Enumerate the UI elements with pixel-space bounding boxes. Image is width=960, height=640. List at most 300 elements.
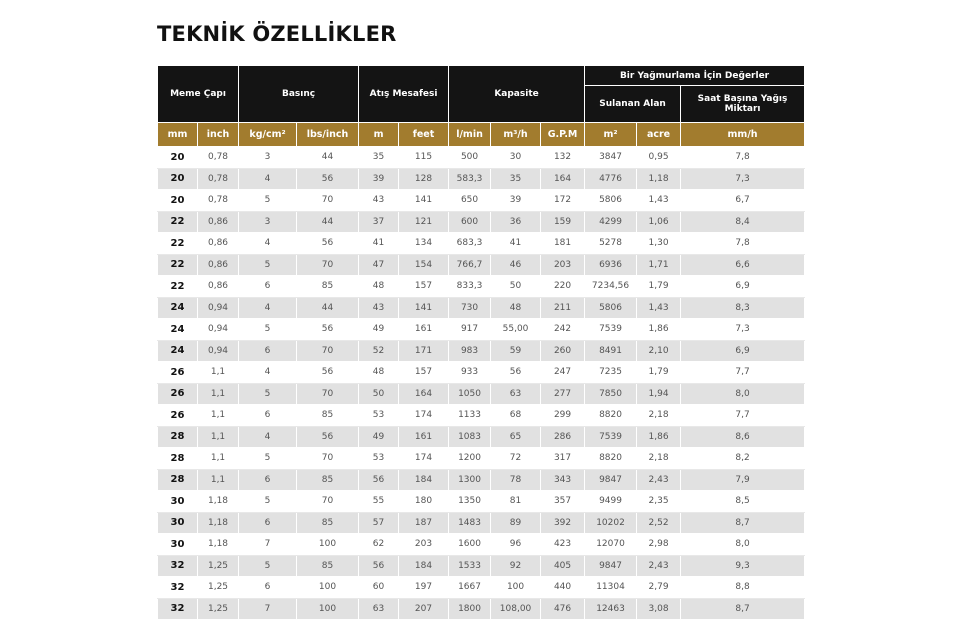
table-cell: 48 xyxy=(359,362,399,384)
table-cell: 184 xyxy=(399,469,449,491)
col-header-sulanan-alan: Sulanan Alan xyxy=(585,86,681,123)
table-cell: 917 xyxy=(449,319,491,341)
table-cell: 134 xyxy=(399,233,449,255)
table-cell: 171 xyxy=(399,340,449,362)
table-cell: 6936 xyxy=(585,254,637,276)
table-cell: 476 xyxy=(541,598,585,620)
table-cell: 8,4 xyxy=(681,211,805,233)
col-header-basinc: Basınç xyxy=(239,66,359,123)
table-cell: 2,43 xyxy=(637,555,681,577)
table-cell: 81 xyxy=(491,491,541,513)
table-row xyxy=(158,254,805,276)
table-cell: 1133 xyxy=(449,405,491,427)
table-cell: 56 xyxy=(297,319,359,341)
table-cell: 128 xyxy=(399,168,449,190)
table-cell: 833,3 xyxy=(449,276,491,298)
table-cell: 4 xyxy=(239,233,297,255)
table-cell: 20 xyxy=(158,147,198,169)
table-cell: 3 xyxy=(239,147,297,169)
table-cell: 7539 xyxy=(585,319,637,341)
table-cell: 100 xyxy=(297,577,359,599)
table-cell: 203 xyxy=(399,534,449,556)
table-cell: 65 xyxy=(491,426,541,448)
table-cell: 20 xyxy=(158,190,198,212)
table-row xyxy=(158,297,805,319)
table-cell: 32 xyxy=(158,598,198,620)
table-cell: 1,86 xyxy=(637,319,681,341)
table-cell: 35 xyxy=(491,168,541,190)
unit-header-cell: m² xyxy=(585,123,637,147)
table-cell: 22 xyxy=(158,233,198,255)
table-cell: 1,30 xyxy=(637,233,681,255)
table-cell: 37 xyxy=(359,211,399,233)
table-cell: 2,98 xyxy=(637,534,681,556)
table-cell: 730 xyxy=(449,297,491,319)
table-cell: 4 xyxy=(239,168,297,190)
table-cell: 1,79 xyxy=(637,362,681,384)
table-cell: 1,94 xyxy=(637,383,681,405)
spec-table xyxy=(157,65,805,620)
table-cell: 4776 xyxy=(585,168,637,190)
table-cell: 8,8 xyxy=(681,577,805,599)
unit-header-cell: G.P.M xyxy=(541,123,585,147)
table-cell: 1,18 xyxy=(198,534,239,556)
table-cell: 22 xyxy=(158,211,198,233)
table-cell: 12070 xyxy=(585,534,637,556)
table-cell: 5806 xyxy=(585,190,637,212)
table-cell: 56 xyxy=(297,233,359,255)
table-cell: 26 xyxy=(158,362,198,384)
table-cell: 41 xyxy=(491,233,541,255)
table-cell: 85 xyxy=(297,405,359,427)
table-cell: 6 xyxy=(239,512,297,534)
table-cell: 56 xyxy=(297,426,359,448)
table-cell: 1,1 xyxy=(198,383,239,405)
table-cell: 0,94 xyxy=(198,297,239,319)
table-cell: 53 xyxy=(359,405,399,427)
table-row xyxy=(158,190,805,212)
table-row xyxy=(158,426,805,448)
table-cell: 0,86 xyxy=(198,254,239,276)
table-cell: 8,6 xyxy=(681,426,805,448)
unit-row xyxy=(158,123,805,147)
table-cell: 2,79 xyxy=(637,577,681,599)
table-cell: 57 xyxy=(359,512,399,534)
table-row xyxy=(158,147,805,169)
table-cell: 1350 xyxy=(449,491,491,513)
table-cell: 220 xyxy=(541,276,585,298)
table-row xyxy=(158,319,805,341)
table-cell: 32 xyxy=(158,577,198,599)
table-cell: 1800 xyxy=(449,598,491,620)
table-body xyxy=(158,147,805,620)
table-cell: 0,94 xyxy=(198,319,239,341)
table-cell: 70 xyxy=(297,491,359,513)
table-cell: 1,43 xyxy=(637,190,681,212)
unit-header-cell: l/min xyxy=(449,123,491,147)
table-cell: 7850 xyxy=(585,383,637,405)
table-cell: 1,06 xyxy=(637,211,681,233)
table-cell: 2,43 xyxy=(637,469,681,491)
unit-header-cell: m³/h xyxy=(491,123,541,147)
table-cell: 6,7 xyxy=(681,190,805,212)
table-cell: 1,79 xyxy=(637,276,681,298)
table-cell: 56 xyxy=(359,555,399,577)
table-cell: 70 xyxy=(297,340,359,362)
table-cell: 7 xyxy=(239,534,297,556)
col-header-atis-mesafesi: Atış Mesafesi xyxy=(359,66,449,123)
table-cell: 89 xyxy=(491,512,541,534)
table-cell: 1,1 xyxy=(198,448,239,470)
table-cell: 1,71 xyxy=(637,254,681,276)
col-header-kapasite: Kapasite xyxy=(449,66,585,123)
table-cell: 7,7 xyxy=(681,362,805,384)
table-cell: 260 xyxy=(541,340,585,362)
table-cell: 6 xyxy=(239,469,297,491)
table-cell: 85 xyxy=(297,276,359,298)
table-cell: 2,10 xyxy=(637,340,681,362)
header-row-1 xyxy=(158,66,805,86)
table-cell: 6,6 xyxy=(681,254,805,276)
table-cell: 184 xyxy=(399,555,449,577)
table-cell: 8,7 xyxy=(681,512,805,534)
table-cell: 0,95 xyxy=(637,147,681,169)
table-cell: 5 xyxy=(239,448,297,470)
table-row xyxy=(158,555,805,577)
table-cell: 55,00 xyxy=(491,319,541,341)
table-cell: 78 xyxy=(491,469,541,491)
table-cell: 1,86 xyxy=(637,426,681,448)
table-cell: 5 xyxy=(239,555,297,577)
table-cell: 161 xyxy=(399,319,449,341)
unit-header-cell: feet xyxy=(399,123,449,147)
table-cell: 28 xyxy=(158,426,198,448)
table-cell: 85 xyxy=(297,512,359,534)
table-cell: 4 xyxy=(239,426,297,448)
table-cell: 4299 xyxy=(585,211,637,233)
table-cell: 1,18 xyxy=(198,512,239,534)
table-cell: 7,3 xyxy=(681,319,805,341)
table-cell: 43 xyxy=(359,297,399,319)
table-cell: 7539 xyxy=(585,426,637,448)
table-cell: 1200 xyxy=(449,448,491,470)
table-cell: 7235 xyxy=(585,362,637,384)
table-cell: 0,86 xyxy=(198,211,239,233)
table-cell: 96 xyxy=(491,534,541,556)
table-cell: 357 xyxy=(541,491,585,513)
table-row xyxy=(158,233,805,255)
table-cell: 11304 xyxy=(585,577,637,599)
table-cell: 141 xyxy=(399,190,449,212)
table-cell: 24 xyxy=(158,319,198,341)
table-cell: 0,78 xyxy=(198,147,239,169)
table-cell: 766,7 xyxy=(449,254,491,276)
table-cell: 440 xyxy=(541,577,585,599)
table-cell: 181 xyxy=(541,233,585,255)
table-cell: 70 xyxy=(297,383,359,405)
table-cell: 1050 xyxy=(449,383,491,405)
table-cell: 60 xyxy=(359,577,399,599)
table-cell: 423 xyxy=(541,534,585,556)
col-header-meme-capi: Meme Çapı xyxy=(158,66,239,123)
table-cell: 1,1 xyxy=(198,362,239,384)
table-cell: 5278 xyxy=(585,233,637,255)
table-cell: 56 xyxy=(297,362,359,384)
table-cell: 70 xyxy=(297,448,359,470)
table-cell: 180 xyxy=(399,491,449,513)
table-cell: 7,8 xyxy=(681,233,805,255)
table-row xyxy=(158,534,805,556)
table-cell: 1,18 xyxy=(637,168,681,190)
table-cell: 30 xyxy=(158,512,198,534)
table-cell: 2,35 xyxy=(637,491,681,513)
table-cell: 30 xyxy=(158,534,198,556)
table-row xyxy=(158,383,805,405)
table-cell: 933 xyxy=(449,362,491,384)
table-cell: 92 xyxy=(491,555,541,577)
table-cell: 6 xyxy=(239,340,297,362)
table-cell: 4 xyxy=(239,297,297,319)
unit-header-cell: kg/cm² xyxy=(239,123,297,147)
table-cell: 983 xyxy=(449,340,491,362)
table-cell: 59 xyxy=(491,340,541,362)
table-cell: 8820 xyxy=(585,405,637,427)
table-cell: 299 xyxy=(541,405,585,427)
table-cell: 63 xyxy=(359,598,399,620)
table-cell: 286 xyxy=(541,426,585,448)
table-cell: 6,9 xyxy=(681,276,805,298)
table-cell: 203 xyxy=(541,254,585,276)
table-cell: 1,25 xyxy=(198,598,239,620)
table-cell: 44 xyxy=(297,147,359,169)
table-cell: 36 xyxy=(491,211,541,233)
table-row xyxy=(158,276,805,298)
table-cell: 1,1 xyxy=(198,469,239,491)
table-cell: 24 xyxy=(158,297,198,319)
table-cell: 5 xyxy=(239,319,297,341)
table-cell: 56 xyxy=(359,469,399,491)
table-cell: 9847 xyxy=(585,555,637,577)
col-header-bir-yagmurlama: Bir Yağmurlama İçin Değerler xyxy=(585,66,805,86)
table-cell: 277 xyxy=(541,383,585,405)
table-cell: 108,00 xyxy=(491,598,541,620)
table-cell: 56 xyxy=(297,168,359,190)
table-cell: 1,1 xyxy=(198,426,239,448)
table-cell: 41 xyxy=(359,233,399,255)
table-cell: 48 xyxy=(491,297,541,319)
table-cell: 8,0 xyxy=(681,383,805,405)
table-row xyxy=(158,340,805,362)
table-cell: 1083 xyxy=(449,426,491,448)
table-cell: 85 xyxy=(297,555,359,577)
table-cell: 39 xyxy=(491,190,541,212)
table-cell: 30 xyxy=(491,147,541,169)
table-row xyxy=(158,577,805,599)
table-cell: 1,25 xyxy=(198,577,239,599)
table-cell: 2,52 xyxy=(637,512,681,534)
unit-header-cell: mm xyxy=(158,123,198,147)
table-cell: 35 xyxy=(359,147,399,169)
table-row xyxy=(158,598,805,620)
table-cell: 317 xyxy=(541,448,585,470)
table-cell: 1533 xyxy=(449,555,491,577)
table-cell: 174 xyxy=(399,405,449,427)
table-cell: 500 xyxy=(449,147,491,169)
table-cell: 1483 xyxy=(449,512,491,534)
table-cell: 48 xyxy=(359,276,399,298)
table-cell: 211 xyxy=(541,297,585,319)
table-row xyxy=(158,362,805,384)
table-cell: 50 xyxy=(491,276,541,298)
table-cell: 7,9 xyxy=(681,469,805,491)
table-cell: 5 xyxy=(239,383,297,405)
table-cell: 72 xyxy=(491,448,541,470)
table-cell: 9499 xyxy=(585,491,637,513)
table-cell: 100 xyxy=(297,534,359,556)
unit-header-cell: mm/h xyxy=(681,123,805,147)
table-cell: 132 xyxy=(541,147,585,169)
unit-header-cell: m xyxy=(359,123,399,147)
table-cell: 22 xyxy=(158,276,198,298)
page-title: TEKNİK ÖZELLİKLER xyxy=(157,22,397,46)
table-cell: 164 xyxy=(541,168,585,190)
table-cell: 20 xyxy=(158,168,198,190)
table-cell: 100 xyxy=(491,577,541,599)
table-row xyxy=(158,168,805,190)
table-cell: 0,86 xyxy=(198,233,239,255)
table-cell: 197 xyxy=(399,577,449,599)
table-cell: 28 xyxy=(158,469,198,491)
table-cell: 8820 xyxy=(585,448,637,470)
table-cell: 26 xyxy=(158,405,198,427)
table-cell: 56 xyxy=(491,362,541,384)
table-cell: 24 xyxy=(158,340,198,362)
table-cell: 85 xyxy=(297,469,359,491)
table-cell: 121 xyxy=(399,211,449,233)
table-cell: 8,0 xyxy=(681,534,805,556)
table-cell: 1600 xyxy=(449,534,491,556)
table-cell: 8,3 xyxy=(681,297,805,319)
table-row xyxy=(158,512,805,534)
table-cell: 154 xyxy=(399,254,449,276)
table-cell: 0,78 xyxy=(198,190,239,212)
table-cell: 70 xyxy=(297,254,359,276)
table-cell: 157 xyxy=(399,362,449,384)
table-cell: 43 xyxy=(359,190,399,212)
table-cell: 5 xyxy=(239,190,297,212)
table-cell: 50 xyxy=(359,383,399,405)
table-cell: 172 xyxy=(541,190,585,212)
table-cell: 343 xyxy=(541,469,585,491)
table-cell: 6,9 xyxy=(681,340,805,362)
table-cell: 7234,56 xyxy=(585,276,637,298)
table-cell: 28 xyxy=(158,448,198,470)
table-cell: 10202 xyxy=(585,512,637,534)
table-row xyxy=(158,405,805,427)
table-cell: 6 xyxy=(239,577,297,599)
table-cell: 650 xyxy=(449,190,491,212)
table-cell: 405 xyxy=(541,555,585,577)
table-cell: 164 xyxy=(399,383,449,405)
table-cell: 242 xyxy=(541,319,585,341)
table-cell: 5 xyxy=(239,491,297,513)
table-cell: 683,3 xyxy=(449,233,491,255)
table-cell: 62 xyxy=(359,534,399,556)
table-cell: 7,8 xyxy=(681,147,805,169)
table-cell: 9847 xyxy=(585,469,637,491)
table-cell: 4 xyxy=(239,362,297,384)
table-cell: 30 xyxy=(158,491,198,513)
table-row xyxy=(158,211,805,233)
table-cell: 6 xyxy=(239,405,297,427)
table-row xyxy=(158,491,805,513)
table-cell: 8,7 xyxy=(681,598,805,620)
table-cell: 1,1 xyxy=(198,405,239,427)
table-cell: 49 xyxy=(359,426,399,448)
table-cell: 157 xyxy=(399,276,449,298)
table-cell: 8,5 xyxy=(681,491,805,513)
table-cell: 47 xyxy=(359,254,399,276)
table-cell: 159 xyxy=(541,211,585,233)
unit-header-cell: lbs/inch xyxy=(297,123,359,147)
table-cell: 115 xyxy=(399,147,449,169)
table-cell: 52 xyxy=(359,340,399,362)
table-row xyxy=(158,469,805,491)
table-cell: 174 xyxy=(399,448,449,470)
table-cell: 207 xyxy=(399,598,449,620)
table-cell: 7,3 xyxy=(681,168,805,190)
table-cell: 8491 xyxy=(585,340,637,362)
table-cell: 70 xyxy=(297,190,359,212)
table-cell: 2,18 xyxy=(637,405,681,427)
table-cell: 1300 xyxy=(449,469,491,491)
table-cell: 3 xyxy=(239,211,297,233)
table-cell: 2,18 xyxy=(637,448,681,470)
table-cell: 1,18 xyxy=(198,491,239,513)
table-cell: 3,08 xyxy=(637,598,681,620)
table-cell: 392 xyxy=(541,512,585,534)
table-cell: 3847 xyxy=(585,147,637,169)
unit-header-cell: inch xyxy=(198,123,239,147)
table-cell: 583,3 xyxy=(449,168,491,190)
table-cell: 0,86 xyxy=(198,276,239,298)
table-cell: 12463 xyxy=(585,598,637,620)
table-cell: 1,25 xyxy=(198,555,239,577)
table-cell: 1667 xyxy=(449,577,491,599)
col-header-saat-basina: Saat Başına Yağış Miktarı xyxy=(681,86,805,123)
table-cell: 0,78 xyxy=(198,168,239,190)
table-cell: 9,3 xyxy=(681,555,805,577)
table-cell: 141 xyxy=(399,297,449,319)
table-cell: 68 xyxy=(491,405,541,427)
table-cell: 100 xyxy=(297,598,359,620)
table-cell: 0,94 xyxy=(198,340,239,362)
table-cell: 39 xyxy=(359,168,399,190)
table-cell: 5 xyxy=(239,254,297,276)
table-cell: 44 xyxy=(297,297,359,319)
table-cell: 8,2 xyxy=(681,448,805,470)
table-cell: 32 xyxy=(158,555,198,577)
table-cell: 7 xyxy=(239,598,297,620)
table-row xyxy=(158,448,805,470)
table-cell: 247 xyxy=(541,362,585,384)
table-cell: 187 xyxy=(399,512,449,534)
table-cell: 5806 xyxy=(585,297,637,319)
table-cell: 63 xyxy=(491,383,541,405)
table-cell: 46 xyxy=(491,254,541,276)
table-cell: 1,43 xyxy=(637,297,681,319)
table-cell: 55 xyxy=(359,491,399,513)
